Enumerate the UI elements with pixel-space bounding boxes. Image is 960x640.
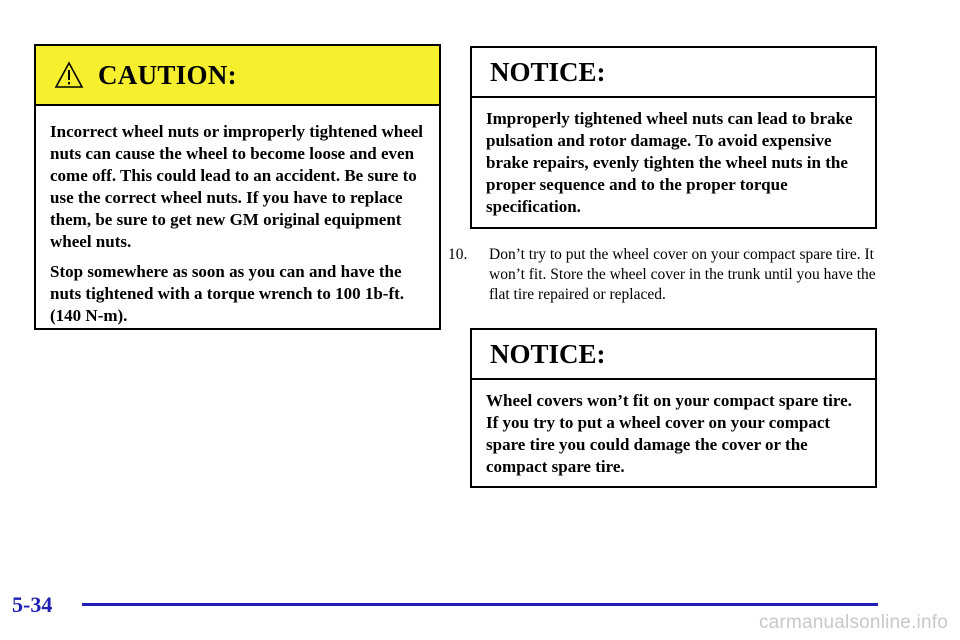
caution-paragraph: Stop somewhere as soon as you can and have the nuts tightened with a torque wrench to 100 1b-ft. (140 N-m). xyxy=(50,262,405,325)
notice-body xyxy=(472,98,875,218)
notice-text: Improperly tightened wheel nuts can lead to brake pulsation and rotor damage. To avoid expensive brake repairs, evenly tighten the wheel nuts in the proper sequence and to the proper torque specification. xyxy=(486,109,853,216)
step-number: 10. xyxy=(448,246,468,263)
notice-title: NOTICE: xyxy=(472,330,875,380)
caution-header xyxy=(36,46,439,106)
notice-text: Wheel covers won’t fit on your compact spare tire. If you try to put a wheel cover on your compact spare tire you could damage the cover or the compact spare tire. xyxy=(486,391,852,476)
notice-title: NOTICE: xyxy=(472,48,875,98)
caution-title: CAUTION: xyxy=(98,59,237,90)
page-number: 5-34 xyxy=(12,592,53,617)
notice-box-brakes xyxy=(470,46,877,229)
warning-triangle-icon xyxy=(54,61,84,89)
step-text: Don’t try to put the wheel cover on your compact spare tire. It won’t fit. Store the wheel cover in the trunk until you have the flat tire repaired or replaced. xyxy=(489,246,876,303)
caution-box xyxy=(34,44,441,330)
caution-paragraph: Incorrect wheel nuts or improperly tightened wheel nuts can cause the wheel to become loose and even come off. This could lead to an accident. Be sure to use the correct wheel nuts. If you have to replace them, be sure to get new GM original equipment wheel nuts. xyxy=(50,122,424,251)
notice-body xyxy=(472,380,875,478)
notice-box-wheel-covers xyxy=(470,328,877,488)
caution-body xyxy=(36,106,439,327)
step-10 xyxy=(448,245,888,305)
watermark: carmanualsonline.info xyxy=(758,612,948,633)
footer-rule xyxy=(82,603,878,606)
